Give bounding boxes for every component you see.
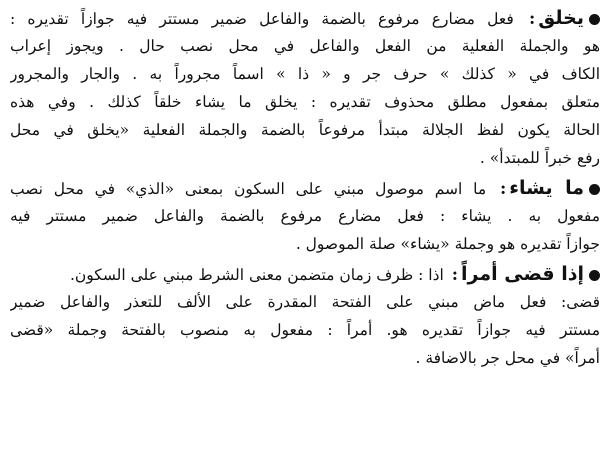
entry-text: فعل مضارع مرفوع بالضمة والفاعل ضمير مستتر فيه جوازاً تقديره : bbox=[10, 10, 514, 28]
entry-line: رفع خبراً للمبتدأ» . bbox=[479, 149, 600, 167]
entry-line: قضى: فعل ماض مبني على الفتحة المقدرة على الألف للتعذر والفاعل ضمير bbox=[10, 293, 600, 311]
entry-line: هو والجملة الفعلية من الفعل والفاعل في محل نصب حال . ويجوز إعراب bbox=[10, 37, 600, 55]
entry-line: متعلق بمفعول مطلق محذوف تقديره : يخلق ما يشاء خلقاً كذلك . وفي هذه bbox=[10, 93, 600, 111]
entry-line bbox=[10, 260, 600, 288]
entry-yakhluq bbox=[10, 4, 600, 172]
document-page bbox=[10, 4, 600, 447]
term-colon: : bbox=[499, 179, 507, 199]
entry-term: ما يشاء bbox=[509, 177, 584, 199]
entry-ma-yashaa bbox=[10, 174, 600, 258]
entry-line bbox=[10, 174, 600, 202]
entry-line: مفعول به . يشاء : فعل مضارع مرفوع بالضمة والفاعل ضمير مستتر فيه bbox=[10, 207, 600, 225]
entry-text: ما اسم موصول مبني على السكون بمعنى «الذي» في محل نصب bbox=[10, 180, 487, 198]
term-colon: : bbox=[529, 9, 536, 29]
bullet-icon bbox=[589, 14, 600, 25]
entry-line: مستتر فيه جوازاً تقديره هو. أمراً : مفعول به منصوب بالفتحة وجملة «قضى bbox=[10, 321, 600, 339]
bullet-icon bbox=[589, 270, 600, 281]
entry-line: أمراً» في محل جر بالاضافة . bbox=[415, 349, 600, 367]
entry-line: الحالة يكون لفظ الجلالة مبتدأ مرفوعاً بالضمة والجملة الفعلية «يخلق في محل bbox=[10, 121, 600, 139]
bullet-icon bbox=[589, 184, 600, 195]
entry-itha-qada-amran bbox=[10, 260, 600, 372]
entry-line bbox=[10, 4, 600, 32]
entry-term: يخلق bbox=[538, 7, 584, 29]
entry-line: جوازاً تقديره هو وجملة «يشاء» صلة الموصول . bbox=[295, 235, 600, 253]
entry-term: إذا قضى أمراً bbox=[461, 263, 584, 285]
term-colon: : bbox=[451, 265, 458, 285]
entry-text: اذا : ظرف زمان متضمن معنى الشرط مبني على السكون. bbox=[69, 266, 444, 284]
entry-line: الكاف في « كذلك » حرف جر و « ذا » اسماً مجروراً به . والجار والمجرور bbox=[10, 65, 600, 83]
